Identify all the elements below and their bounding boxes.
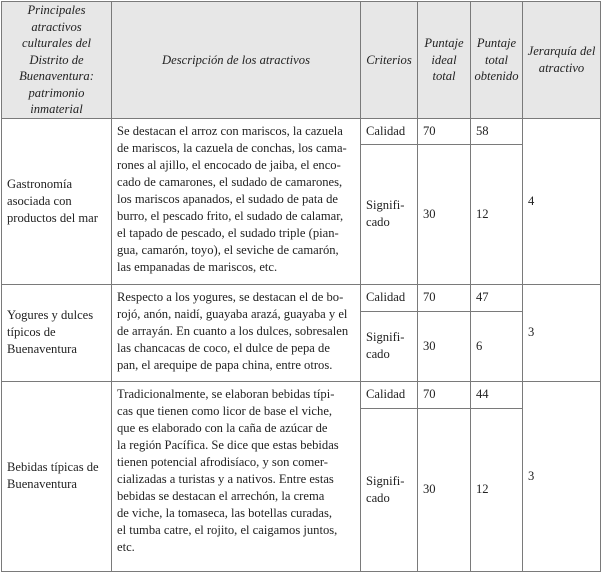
- obtained-score: 12: [471, 144, 523, 284]
- description-line: cas que tienen como licor de base el viche,: [117, 403, 333, 418]
- description-line: las chancacas de coco, el dulce de pepa de: [117, 340, 330, 355]
- attraction-description: [112, 381, 361, 571]
- description-line: que es elaborado con la caña de azúcar de: [117, 420, 328, 435]
- header-hierarchy: Jerarquía del atractivo: [523, 2, 601, 119]
- criterion-label-part: cado: [366, 490, 390, 505]
- description-line: gua, camarón, toyo), el seviche de camarón,: [117, 242, 339, 257]
- table-row: [2, 284, 601, 311]
- obtained-score: 12: [471, 408, 523, 571]
- header-criteria: Criterios: [361, 2, 418, 119]
- attraction-description: [112, 118, 361, 284]
- description-line: las empanadas de mariscos, etc.: [117, 259, 278, 274]
- description-line: de viche, la tomaseca, las botellas curadas,: [117, 505, 333, 520]
- description-line: cado de camarones, el sudado de camarones,: [117, 174, 343, 189]
- obtained-score: 44: [471, 381, 523, 408]
- criterion-label: [361, 311, 418, 381]
- description-line: el tumba catre, el rojito, el caigamos juntos,: [117, 522, 338, 537]
- criterion-label: Calidad: [361, 284, 418, 311]
- description-line: el tapado de pescado, el sudado triple (pian-: [117, 225, 339, 240]
- ideal-score: 70: [418, 284, 471, 311]
- criterion-label-part: cado: [366, 215, 390, 229]
- criterion-label: [361, 408, 418, 571]
- criterion-label-part: Signifi-: [366, 330, 405, 344]
- description-line: bebidas se destacan el arrechón, la crema: [117, 488, 325, 503]
- header-obtained-score: Puntaje total obtenido: [471, 2, 523, 119]
- ideal-score: 30: [418, 144, 471, 284]
- hierarchy-value: 3: [523, 381, 601, 571]
- description-line: Se destacan el arroz con mariscos, la cazuela: [117, 123, 343, 138]
- description-line: tienen potencial afrodisíaco, y son comer-: [117, 454, 328, 469]
- attraction-name: Bebidas típicas de Buenaventura: [2, 381, 112, 571]
- ideal-score: 30: [418, 311, 471, 381]
- criterion-label-part: Signifi-: [366, 198, 405, 212]
- attractions-table: [1, 1, 601, 572]
- criterion-label: [361, 144, 418, 284]
- header-description: Descripción de los atractivos: [112, 2, 361, 119]
- description-line: Tradicionalmente, se elaboran bebidas típi-: [117, 386, 335, 401]
- obtained-score: 47: [471, 284, 523, 311]
- header-ideal-score: Puntaje ideal total: [418, 2, 471, 119]
- description-line: de mariscos, la cazuela de conchas, los cama-: [117, 140, 347, 155]
- description-line: rones al ajillo, el encocado de jaiba, el enco-: [117, 157, 341, 172]
- description-line: etc.: [117, 539, 135, 554]
- table-row: [2, 118, 601, 144]
- header-attraction: Principales atractivos culturales del Distrito de Buenaventura: patrimonio inmaterial: [2, 2, 112, 119]
- attraction-description: [112, 284, 361, 381]
- description-line: Respecto a los yogures, se destacan el de bo-: [117, 289, 344, 304]
- description-line: cializadas a turistas y a nativos. Entre estas: [117, 471, 334, 486]
- description-line: la región Pacífica. Se dice que estas bebidas: [117, 437, 339, 452]
- description-line: de arrayán. En cuanto a los dulces, sobresalen: [117, 323, 349, 338]
- criterion-label-part: Signifi-: [366, 473, 405, 488]
- description-line: rojó, anón, naidí, guayaba arazá, guayaba y el: [117, 306, 348, 321]
- obtained-score: 58: [471, 118, 523, 144]
- attraction-name: Yogures y dulces típicos de Buenaventura: [2, 284, 112, 381]
- hierarchy-value: 3: [523, 284, 601, 381]
- header-row: [2, 2, 601, 119]
- attraction-name: Gastronomía asociada con productos del mar: [2, 118, 112, 284]
- ideal-score: 70: [418, 381, 471, 408]
- criterion-label: Calidad: [361, 381, 418, 408]
- hierarchy-value: 4: [523, 118, 601, 284]
- ideal-score: 30: [418, 408, 471, 571]
- table-row: [2, 381, 601, 408]
- description-line: burro, el pescado frito, el sudado de calamar,: [117, 208, 344, 223]
- description-line: los mariscos apanados, el sudado de pata de: [117, 191, 339, 206]
- criterion-label: Calidad: [361, 118, 418, 144]
- ideal-score: 70: [418, 118, 471, 144]
- criterion-label-part: cado: [366, 347, 390, 361]
- obtained-score: 6: [471, 311, 523, 381]
- description-line: pan, el arequipe de papa china, entre otros.: [117, 357, 333, 372]
